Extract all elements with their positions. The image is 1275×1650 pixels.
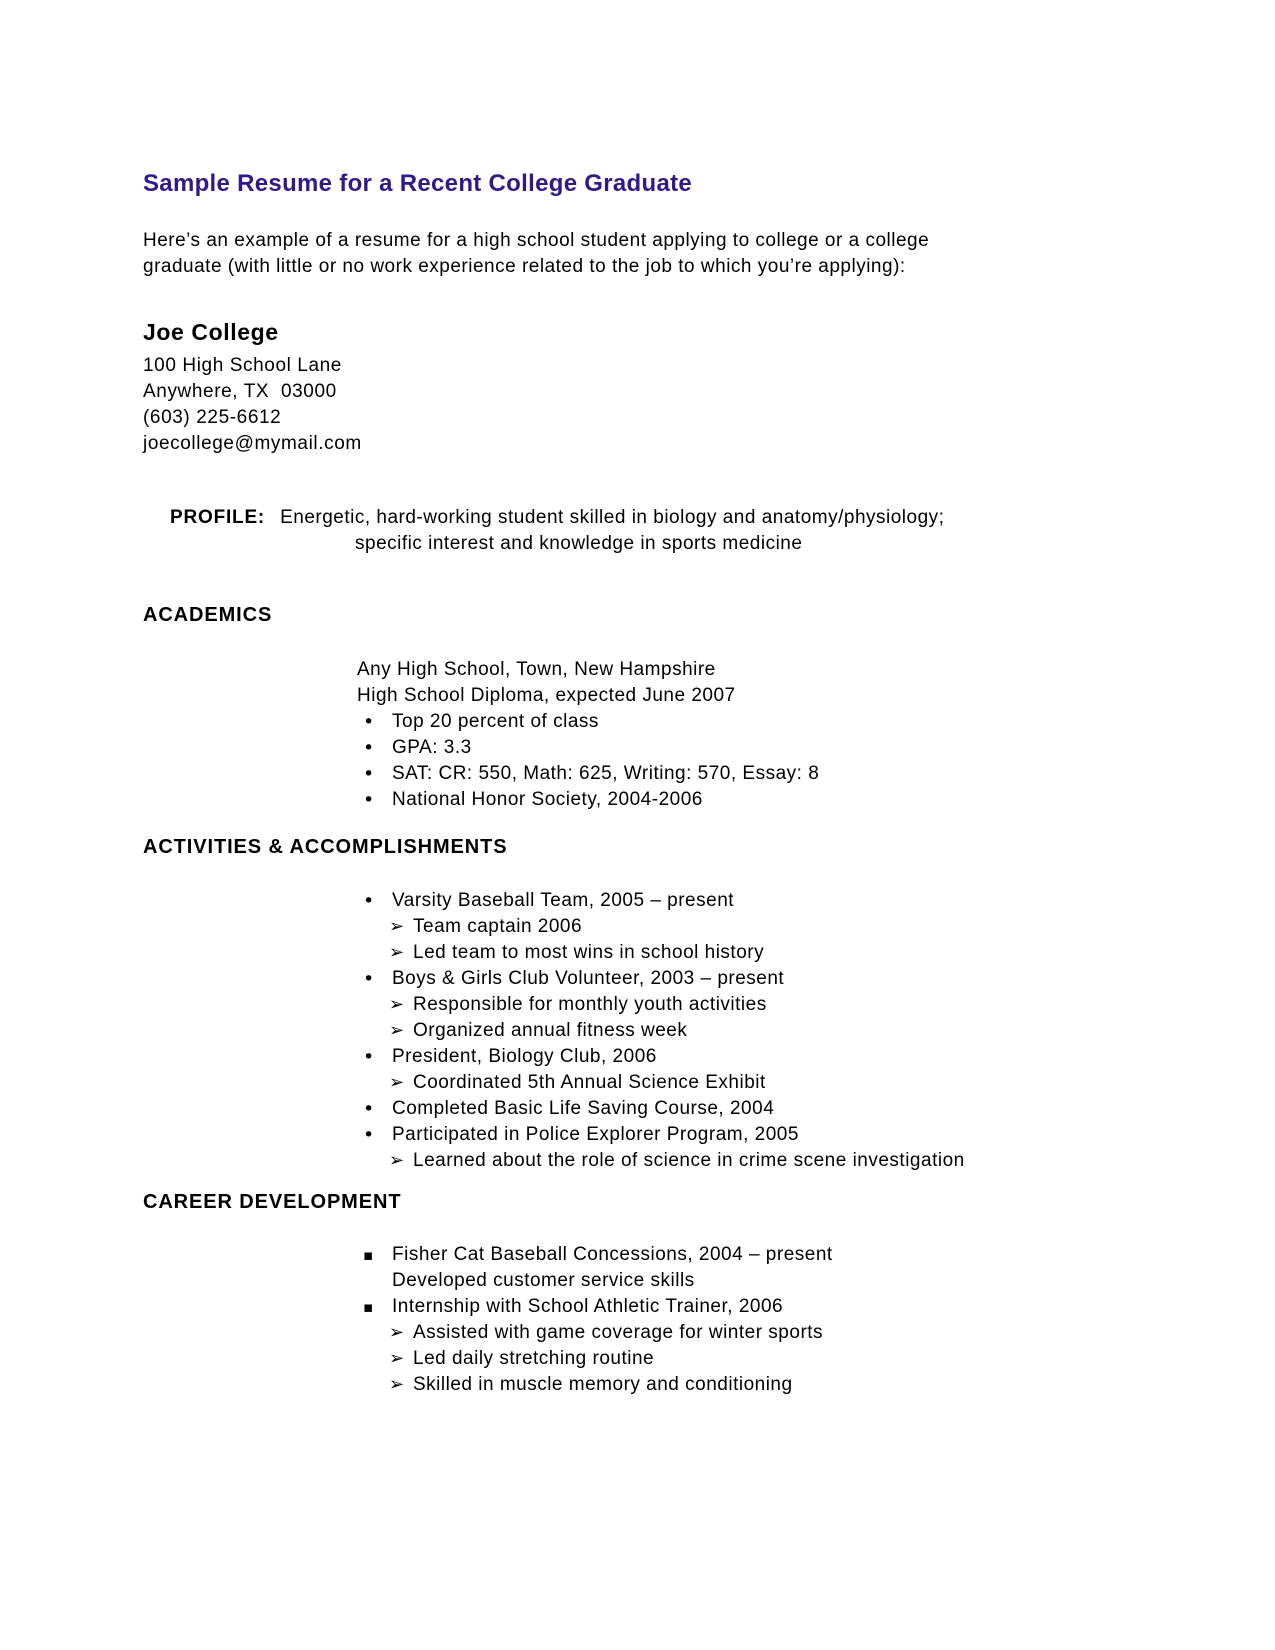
list-item-text: GPA: 3.3 [392,737,472,758]
arrowhead-bullet-icon: ➢ [389,1072,405,1093]
sub-list-item [389,1070,1185,1096]
list-item-text: Varsity Baseball Team, 2005 – present [392,890,735,911]
profile-section [143,505,1185,557]
arrowhead-bullet-icon: ➢ [389,1322,405,1343]
sub-list-item [389,1148,1185,1174]
list-item-text: Responsible for monthly youth activities [413,994,767,1015]
profile-line-1 [170,505,1185,531]
list-item-text: Learned about the role of science in crime scene investigation [413,1150,965,1171]
bullet-icon: • [363,789,375,811]
list-item [357,1242,1185,1268]
list-item-text: Top 20 percent of class [392,711,599,732]
list-item [357,787,1185,813]
arrowhead-bullet-icon: ➢ [389,916,405,937]
list-item-text: National Honor Society, 2004-2006 [392,789,703,810]
list-item [357,1096,1185,1122]
list-item-text: Fisher Cat Baseball Concessions, 2004 – present [392,1244,833,1265]
sub-list-item [389,1346,1185,1372]
list-item-text: Completed Basic Life Saving Course, 2004 [392,1098,775,1119]
list-item-text: Led team to most wins in school history [413,942,765,963]
list-item [357,888,1185,914]
list-item-text: Assisted with game coverage for winter sports [413,1322,824,1343]
arrowhead-bullet-icon: ➢ [389,1020,405,1041]
bullet-icon: • [363,737,375,759]
sub-list-item [389,1320,1185,1346]
sub-list-item [389,940,1185,966]
diploma-line: High School Diploma, expected June 2007 [357,685,736,706]
list-item-text: Led daily stretching routine [413,1348,655,1369]
bullet-icon: • [363,1124,375,1146]
list-item-text: Organized annual fitness week [413,1020,688,1041]
arrowhead-bullet-icon: ➢ [389,1374,405,1395]
square-bullet-icon: ▪ [363,1298,374,1316]
sub-list-item [389,1018,1185,1044]
bullet-icon: • [363,1098,375,1120]
academics-block [357,657,1185,813]
list-item-continuation [392,1268,1185,1294]
profile-label: PROFILE: [170,507,266,528]
section-heading-career: CAREER DEVELOPMENT [143,1191,402,1213]
section-heading-academics: ACADEMICS [143,604,273,626]
profile-line-2: specific interest and knowledge in sports medicine [355,533,803,554]
list-item-text: Coordinated 5th Annual Science Exhibit [413,1072,766,1093]
list-item [357,1294,1185,1320]
intro-line: Here’s an example of a resume for a high school student applying to college or a college [143,230,930,251]
list-item [357,735,1185,761]
intro-paragraph [143,228,1185,280]
page-title: Sample Resume for a Recent College Graduate [143,170,693,197]
arrowhead-bullet-icon: ➢ [389,942,405,963]
list-item-text: Internship with School Athletic Trainer, 2006 [392,1296,784,1317]
list-item-text: SAT: CR: 550, Math: 625, Writing: 570, Essay: 8 [392,763,820,784]
bullet-icon: • [363,1046,375,1068]
profile-text: Energetic, hard-working student skilled in biology and anatomy/physiology; [280,507,945,528]
sub-list-item [389,1372,1185,1398]
list-item-text: Boys & Girls Club Volunteer, 2003 – present [392,968,785,989]
list-item [357,761,1185,787]
square-bullet-icon: ▪ [363,1246,374,1264]
arrowhead-bullet-icon: ➢ [389,1348,405,1369]
list-item [357,966,1185,992]
arrowhead-bullet-icon: ➢ [389,994,405,1015]
list-item-text: Skilled in muscle memory and conditioning [413,1374,793,1395]
sub-list-item [389,992,1185,1018]
list-item [357,709,1185,735]
list-item-text: President, Biology Club, 2006 [392,1046,657,1067]
sub-list-item [389,914,1185,940]
list-item-text: Participated in Police Explorer Program, 2005 [392,1124,799,1145]
list-item [357,1122,1185,1148]
bullet-icon: • [363,890,375,912]
contact-block [143,353,1185,457]
bullet-icon: • [363,711,375,733]
intro-line: graduate (with little or no work experience related to the job to which you’re applying): [143,256,906,277]
list-item-text: Developed customer service skills [392,1270,695,1291]
address-line-2: Anywhere, TX 03000 [143,381,337,402]
candidate-name: Joe College [143,319,279,345]
section-heading-activities: ACTIVITIES & ACCOMPLISHMENTS [143,836,508,858]
arrowhead-bullet-icon: ➢ [389,1150,405,1171]
school-name-line: Any High School, Town, New Hampshire [357,659,716,680]
activities-block [357,888,1185,1174]
bullet-icon: • [363,763,375,785]
email-address: joecollege@mymail.com [143,433,362,454]
career-block [357,1242,1185,1398]
list-item [357,1044,1185,1070]
address-line-1: 100 High School Lane [143,355,342,376]
phone-number: (603) 225-6612 [143,407,282,428]
list-item-text: Team captain 2006 [413,916,583,937]
bullet-icon: • [363,968,375,990]
